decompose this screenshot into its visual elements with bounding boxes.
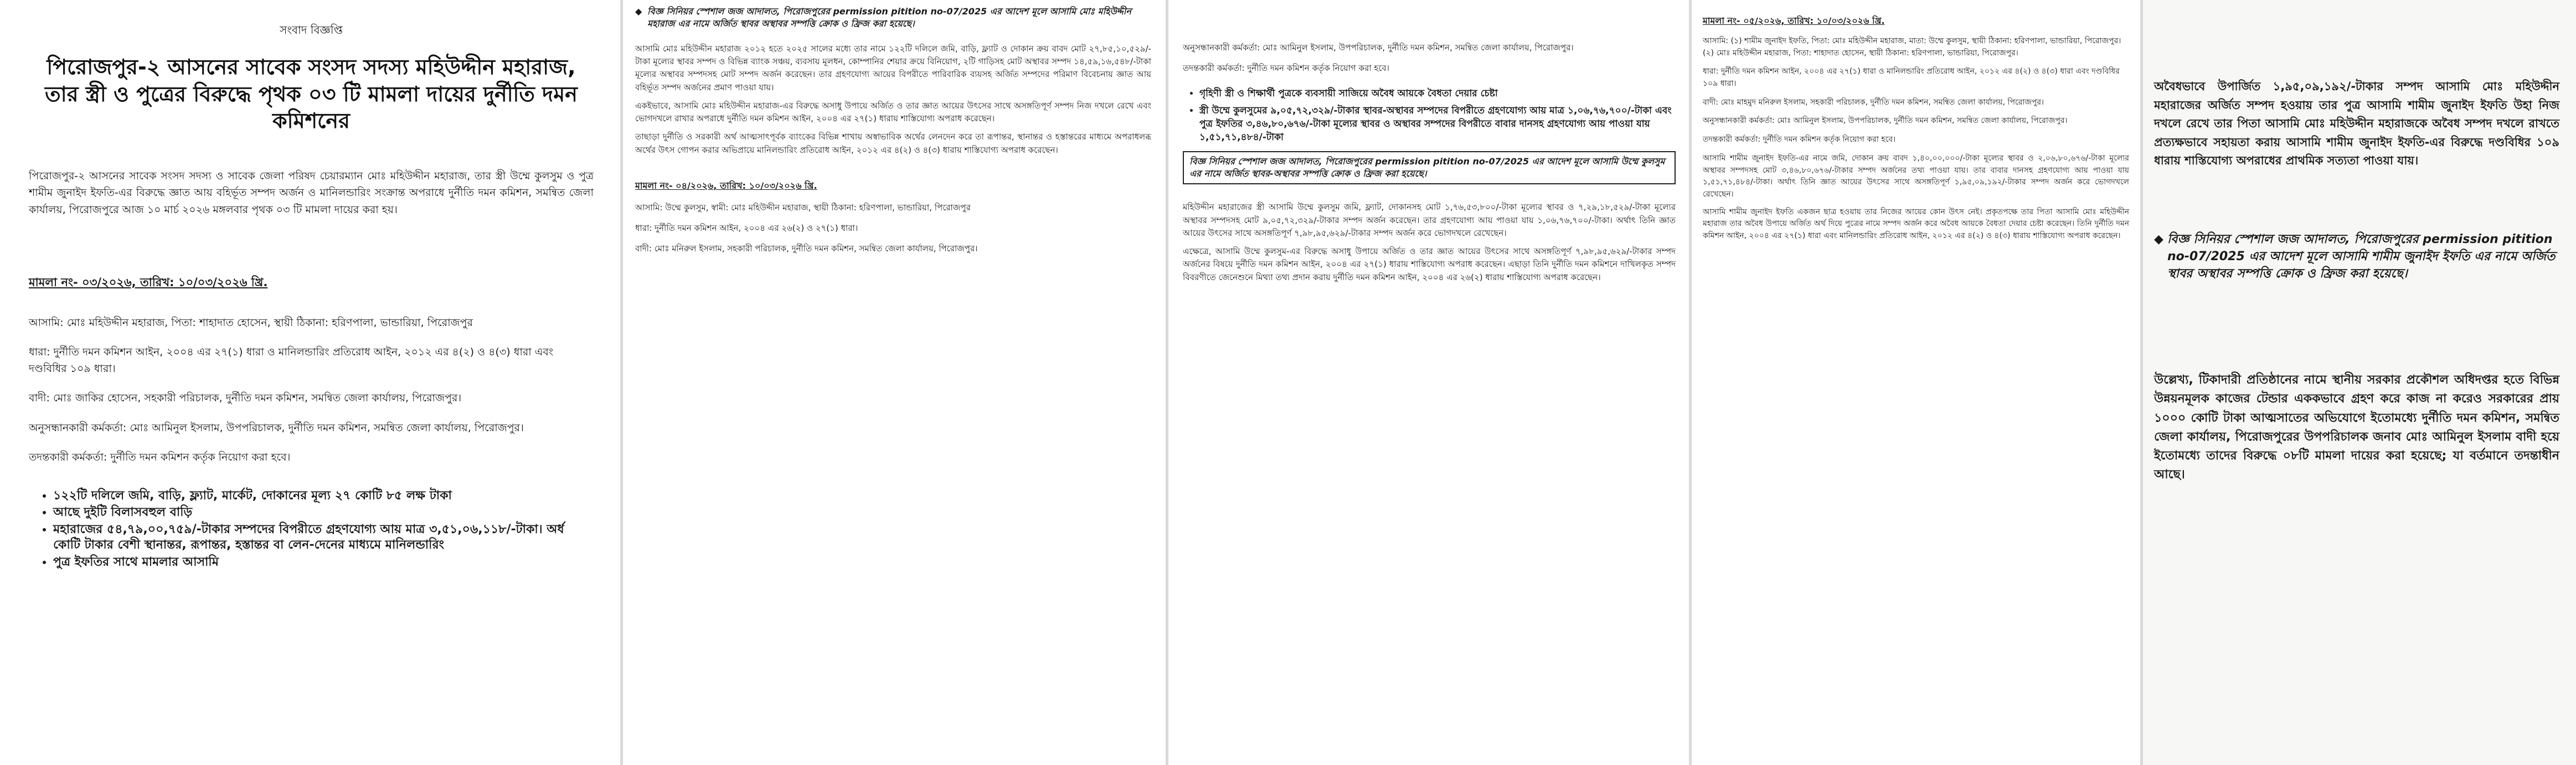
accused-field: আসামি: মোঃ মহিউদ্দীন মহারাজ, পিতা: শাহাদাত হোসেন, স্থায়ী ঠিকানা: হরিণপালা, ভান্ডারিয়া, পিরোজপুর	[29, 317, 473, 329]
plaintiff-field: বাদী: মোঃ মনিরুল ইসলাম, সহকারী পরিচালক, দুর্নীতি দমন কমিশন, সমন্বিত জেলা কার্যালয়, পিরোজপুর।	[635, 244, 978, 254]
body-paragraph: আসামি শামীম জুনাইদ ইফতি-এর নামে জমি, দোকান ক্রয় বাবদ ১,৪০,০০,০০০/-টাকা মূল্যের স্থাবর ও ২,০৬,৮০,৬৭৬/-টাকা মূল্যের অস্থাবর সম্পদসহ মোট ৩,৪৬,৮০,৬৭৬/-টাকার সম্পদ অর্জনের তথ্য পাওয়া যায়। তার বাবার দানসহ গ্রহণযোগ্য আয় পাওয়া যায় ১,৫১,৭১,৪৮৪/-টাকা। অর্থাৎ তিনি জ্ঞাত আয়ের উৎসের সাথে অসঙ্গতিপূর্ণ ১,৯৫,০৯,১৯২/-টাকার সম্পদ অর্জন করে ভোগদখলে রেখেছেন।	[1703, 153, 2129, 199]
body-paragraph: আসামি মোঃ মহিউদ্দীন মহারাজ ২০১২ হতে ২০২৫ সালের মধ্যে তার নামে ১২২টি দলিলে জমি, বাড়ি, ফ্ল্যাট ও দোকান ক্রয় বাবদ মোট ২৭,৮৫,১০,৫২৯/-টাকা মূল্যের স্থাবর সম্পদ ও বিভিন্ন ব্যাংক সঞ্চয়, ব্যবসায় মূলধন, কোম্পানির শেয়ার ক্রয়ে বিনিয়োগ, ২টি গাড়িসহ মোট অস্থাবর সম্পদ ১৪,৫৯,১৬,৫৪৮/-টাকা মূল্যের অস্থাবর সম্পদসহ মোট সম্পদ অর্জন করেছেন। তার গ্রহণযোগ্য আয়ের বিপরীতে পারিবারিক ব্যয়সহ অর্জিত সম্পদের পরিমাণ বিবেচনায় জ্ঞাত আয় বহির্ভূত সম্পদ অর্জনের প্রমাণ পাওয়া যায়।	[635, 43, 1151, 92]
highlight-list	[1183, 87, 1676, 144]
highlight-item: • ১২২টি দলিলে জমি, বাড়ি, ফ্ল্যাট, মার্কেট, দোকানের মূল্য ২৭ কোটি ৮৫ লক্ষ টাকা	[53, 488, 594, 504]
highlight-item: • স্ত্রী উম্মে কুলসুমের ৯,০৫,৭২,৩২৯/-টাকার স্থাবর-অস্থাবর সম্পদের বিপরীতে গ্রহণযোগ্য আয় মাত্র ১,০৬,৭৬,৭০০/-টাকা এবং পুত্র ইফতির ৩,৪৬,৮০,৬৭৬/-টাকা মূল্যের স্থাবর ও অস্থাবর সম্পদের বিপরীতে বাবার দানসহ গ্রহণযোগ্য আয় পাওয়া যায় ১,৫১,৭১,৪৮৪/-টাকা	[1199, 105, 1676, 144]
highlight-item: • মহারাজের ৫৪,৭৯,০০,৭৫৯/-টাকার সম্পদের বিপরীতে গ্রহণযোগ্য আয় মাত্র ৩,৫১,০৬,১১৮/-টাকা। অর্ধ কোটি টাকার বেশী স্থানান্তর, রূপান্তর, হস্তান্তর বা লেন-দেনের মাধ্যমে মানিলন্ডারিং	[53, 522, 594, 554]
body-paragraph: এক্ষেত্রে, আসামি উম্মে কুলসুম-এর বিরুদ্ধে অসাধু উপায়ে অর্জিত ও তার জ্ঞাত আয়ের উৎসের সাথে অসঙ্গতিপূর্ণ ৭,৯৮,৯৫,৬২৯/-টাকার সম্পদ অর্জনের বিষয়ে দুর্নীতি দমন কমিশন আইন, ২০০৪ এর ২৭(১) ধারায় শাস্তিযোগ্য অপরাধ করেছেন। এছাড়া তিনি দুর্নীতি দমন কমিশনে দাখিলকৃত সম্পদ বিবরণীতে জেনেশুনে মিথ্যা তথ্য প্রদান করায় দুর্নীতি দমন কমিশন আইন, ২০০৪ এর ২৬(২) ধারায় শাস্তিযোগ্য অপরাধ করেছেন।	[1183, 246, 1676, 282]
case-number-04: মামলা নং- ০৪/২০২৬, তারিখ: ১০/০৩/২০২৬ খ্রি.	[635, 180, 817, 191]
press-release-label: সংবাদ বিজ্ঞপ্তি	[280, 23, 343, 37]
body-paragraph: আসামি শামীম জুনাইদ ইফতি একজন ছাত্র হওয়ায় তার নিজের আয়ের কোন উৎস নেই। প্রকৃতপক্ষে তার পিতা আসামি মোঃ মহিউদ্দীন মহারাজ তার অবৈধ উপায়ে অর্জিত অর্থ দিয়ে পুত্রের নামে সম্পদ অর্জন করে অবৈধ আয়কে বৈধতা দেয়ার চেষ্টা করেছেন। তিনি দুর্নীতি দমন কমিশন আইন, ২০০৪ এর ২৭(১) ধারা এবং মানিলন্ডারিং প্রতিরোধ আইন, ২০১২ এর ৪(২) ও ৪(৩) ধারায় শাস্তিযোগ্য অপরাধ করেছেন।	[1703, 207, 2129, 240]
inquiry-officer-field: অনুসন্ধানকারী কর্মকর্তা: মোঃ আমিনুল ইসলাম, উপপরিচালক, দুর্নীতি দমন কমিশন, সমন্বিত জেলা কার্যালয়, পিরোজপুর।	[1183, 43, 1574, 53]
intro-paragraph: পিরোজপুর-২ আসনের সাবেক সংসদ সদস্য ও সাবেক জেলা পরিষদ চেয়ারম্যান মোঃ মহিউদ্দীন মহারাজ, তার স্ত্রী উম্মে কুলসুম ও পুত্র শামীম জুনাইদ ইফতি-এর বিরুদ্ধে জ্ঞাত আয় বহির্ভূত সম্পদ অর্জন ও মানিলন্ডারিং সংক্রান্ত অপরাধে দুর্নীতি দমন কমিশন, সমন্বিত জেলা কার্যালয়, পিরোজপুরে আজ ১০ মার্চ ২০২৬ মঙ্গলবার পৃথক ০৩ টি মামলা দায়ের করা হয়।	[29, 169, 594, 216]
highlight-item: • পুত্র ইফতির সাথে মামলার আসামি	[53, 555, 594, 571]
highlight-item: • আছে দুইটি বিলাসবহুল বাড়ি	[53, 505, 594, 521]
accused-field: আসামি: উম্মে কুলসুম, স্বামী: মোঃ মহিউদ্দীন মহারাজ, স্থায়ী ঠিকানা: হরিণপালা, ভান্ডারিয়া, পিরোজপুর	[635, 202, 971, 213]
court-freeze-notice: ◆ বিজ্ঞ সিনিয়র স্পেশাল জজ আদালত, পিরোজপুরের permission pitition no-07/2025 এর আদেশ মূলে আসামি মোঃ মহিউদ্দীন মহারাজ এর নামে অর্জিত স্থাবর অস্থাবর সম্পত্তি ক্রোক ও ফ্রিজ করা হয়েছে।	[635, 6, 1151, 30]
court-freeze-notice: ◆ বিজ্ঞ সিনিয়র স্পেশাল জজ আদালত, পিরোজপুরের permission pitition no-07/2025 এর আদেশ মূলে আসামি শামীম জুনাইদ ইফতি এর নামে অর্জিত স্থাবর অস্থাবর সম্পত্তি ক্রোক ও ফ্রিজ করা হয়েছে।	[2154, 231, 2559, 282]
highlight-item: • গৃহিণী স্ত্রী ও শিক্ষার্থী পুত্রকে ব্যবসায়ী সাজিয়ে অবৈধ আয়কে বৈধতা দেয়ার চেষ্টা	[1199, 87, 1676, 101]
body-paragraph: একইভাবে, আসামি মোঃ মহিউদ্দীন মহারাজ-এর বিরুদ্ধে অসাধু উপায়ে অর্জিত ও তার জ্ঞাত আয়ের উৎসের সাথে অসঙ্গতিপূর্ণ সম্পদ নিজ দখলে রেখে এবং ভোগদখলে রাখার অপরাধে দুর্নীতি দমন কমিশন আইন, ২০০৪ এর ২৭(১) ধারায় শাস্তিযোগ্য অপরাধ করেছেন।	[635, 100, 1151, 124]
headline: পিরোজপুর-২ আসনের সাবেক সংসদ সদস্য মহিউদ্দীন মহারাজ, তার স্ত্রী ও পুত্রের বিরুদ্ধে পৃথক ০৩ টি মামলা দায়ের দুর্নীতি দমন কমিশনের	[45, 55, 578, 133]
page-4	[1692, 0, 2140, 765]
section-field: ধারা: দুর্নীতি দমন কমিশন আইন, ২০০৪ এর ২৬(২) ও ২৭(১) ধারা।	[635, 223, 858, 234]
inquiry-officer-field: অনুসন্ধানকারী কর্মকর্তা: মোঃ আমিনুল ইসলাম, উপপরিচালক, দুর্নীতি দমন কমিশন, সমন্বিত জেলা কার্যালয়, পিরোজপুর।	[29, 421, 524, 434]
page-5	[2143, 0, 2576, 765]
investigation-officer-field: তদন্তকারী কর্মকর্তা: দুর্নীতি দমন কমিশন কর্তৃক নিয়োগ করা হবে।	[29, 451, 291, 464]
section-field: ধারা: দুর্নীতি দমন কমিশন আইন, ২০০৪ এর ২৭(১) ধারা ও মানিলন্ডারিং প্রতিরোধ আইন, ২০১২ এর ৪(২) ও ৪(৩) ধারা এবং দণ্ডবিধির ১০৯ ধারা।	[29, 346, 554, 375]
highlight-list	[29, 488, 594, 571]
body-paragraph: মহিউদ্দীন মহারাজের স্ত্রী আসামি উম্মে কুলসুম জমি, ফ্ল্যাট, দোকানসহ মোট ১,৭৬,৫৩,৮০০/-টাকা মূল্যের স্থাবর ও ৭,২৯,১৮,৫২৯/-টাকা মূল্যের অস্থাবর সম্পদসহ মোট ৯,০৫,৭২,৩২৯/-টাকার সম্পদ অর্জন করেছেন। তার গ্রহণযোগ্য আয় পাওয়া যায় ১,০৬,৭৬,৭০০/-টাকা। অর্থাৎ তিনি জ্ঞাত আয়ের উৎসের সাথে অসঙ্গতিপূর্ণ ৭,৯৮,৯৫,৬২৯/-টাকার সম্পদ অর্জন করে ভোগদখলে রেখেছেন।	[1183, 202, 1676, 238]
body-paragraph: তাছাড়া দুর্নীতি ও সরকারী অর্থ আত্মসাৎপূর্বক ব্যাংকের বিভিন্ন শাখায় অস্বাভাবিক অর্থের লেনদেন করে তা রূপান্তর, স্থানান্তর ও হস্তান্তরের মাধ্যমে অপরাধলব্ধ অর্থের উৎস গোপন করার অভিপ্রায়ে মানিলন্ডারিং প্রতিরোধ আইন, ২০১২ এর ৪(২) ও ৪(৩) ধারায় শাস্তিযোগ্য অপরাধ করেছেন।	[635, 132, 1151, 155]
page-3	[1168, 0, 1689, 765]
inquiry-officer-field: অনুসন্ধানকারী কর্মকর্তা: মোঃ আমিনুল ইসলাম, উপপরিচালক, দুর্নীতি দমন কমিশন, সমন্বিত জেলা কার্যালয়, পিরোজপুর।	[1703, 116, 2068, 126]
plaintiff-field: বাদী: মোঃ জাকির হোসেন, সহকারী পরিচালক, দুর্নীতি দমন কমিশন, সমন্বিত জেলা কার্যালয়, পিরোজপুর।	[29, 392, 462, 405]
plaintiff-field: বাদী: মোঃ মাহমুদ মনিরুল ইসলাম, সহকারী পরিচালক, দুর্নীতি দমন কমিশন, সমন্বিত জেলা কার্যালয়, পিরোজপুর।	[1703, 97, 2044, 107]
closing-note: উল্লেখ্য, টিকাদারী প্রতিষ্ঠানের নামে স্থানীয় সরকার প্রকৌশল অধিদপ্তর হতে বিভিন্ন উন্নয়নমূলক কাজের টেন্ডার এককভাবে গ্রহণ করে কাজ না করেও সরকারের প্রায় ১০০০ কোটি টাকা আত্মসাতের অভিযোগে ইতোমধ্যে দুর্নীতি দমন কমিশন, সমন্বিত জেলা কার্যালয়, পিরোজপুরের উপপরিচালক জনাব মোঃ আমিনুল ইসলাম বাদী হয়ে ইতোমধ্যে তাদের বিরুদ্ধে ০৮টি মামলা দায়ের করা হয়েছে; যা বর্তমানে তদন্তাধীন আছে।	[2154, 373, 2559, 482]
case-number-05: মামলা নং- ০৫/২০২৬, তারিখ: ১০/০৩/২০২৬ খ্রি.	[1703, 15, 1885, 26]
page-1	[0, 0, 620, 765]
page-2	[623, 0, 1166, 765]
investigation-officer-field: তদন্তকারী কর্মকর্তা: দুর্নীতি দমন কমিশন কর্তৃক নিয়োগ করা হবে।	[1703, 135, 1896, 144]
court-freeze-notice: বিজ্ঞ সিনিয়র স্পেশাল জজ আদালত, পিরোজপুরের permission pitition no-07/2025 এর আদেশ মূলে আসামি উম্মে কুলসুম এর নামে অর্জিত স্থাবর-অস্থাবর সম্পত্তি ক্রোক ও ফ্রিজ করা হয়েছে।	[1183, 151, 1676, 185]
investigation-officer-field: তদন্তকারী কর্মকর্তা: দুর্নীতি দমন কমিশন কর্তৃক নিয়োগ করা হবে।	[1183, 63, 1390, 74]
body-paragraph: অবৈধভাবে উপার্জিত ১,৯৫,০৯,১৯২/-টাকার সম্পদ আসামি মোঃ মহিউদ্দীন মহারাজের অর্জিত সম্পদ হওয়ায় তার পুত্র আসামি শামীম জুনাইদ ইফতি উহা নিজ দখলে রেখে তার পিতা আসামি মোঃ মহিউদ্দীন মহারাজকে অবৈধ সম্পদ দখলে রাখতে প্রত্যক্ষভাবে সহায়তা করায় আসামি শামীম জুনাইদ ইফতি-এর বিরুদ্ধে দণ্ডবিধির ১০৯ ধারায় শাস্তিযোগ্য অপরাধের প্রাথমিক সত্যতা পাওয়া যায়।	[2154, 80, 2559, 168]
case-number-03: মামলা নং- ০৩/২০২৬, তারিখ: ১০/০৩/২০২৬ খ্রি.	[29, 276, 268, 290]
section-field: ধারা: দুর্নীতি দমন কমিশন আইন, ২০০৪ এর ২৭(১) ধারা ও মানিলন্ডারিং প্রতিরোধ আইন, ২০১২ এর ৪(২) ও ৪(৩) ধারা এবং দণ্ডবিধির ১০৯ ধারা।	[1703, 67, 2120, 89]
accused-field: আসামি: (১) শামীম জুনাইদ ইফতি, পিতা: মোঃ মহিউদ্দীন মহারাজ, মাতা: উম্মে কুলসুম, স্থায়ী ঠিকানা: হরিণপালা, ভান্ডারিয়া, পিরোজপুর। (২) মোঃ মহিউদ্দীন মহারাজ, পিতা: শাহাদাত হোসেন, স্থায়ী ঠিকানা: হরিণপালা, ভান্ডারিয়া, পিরোজপুর।	[1703, 37, 2121, 58]
